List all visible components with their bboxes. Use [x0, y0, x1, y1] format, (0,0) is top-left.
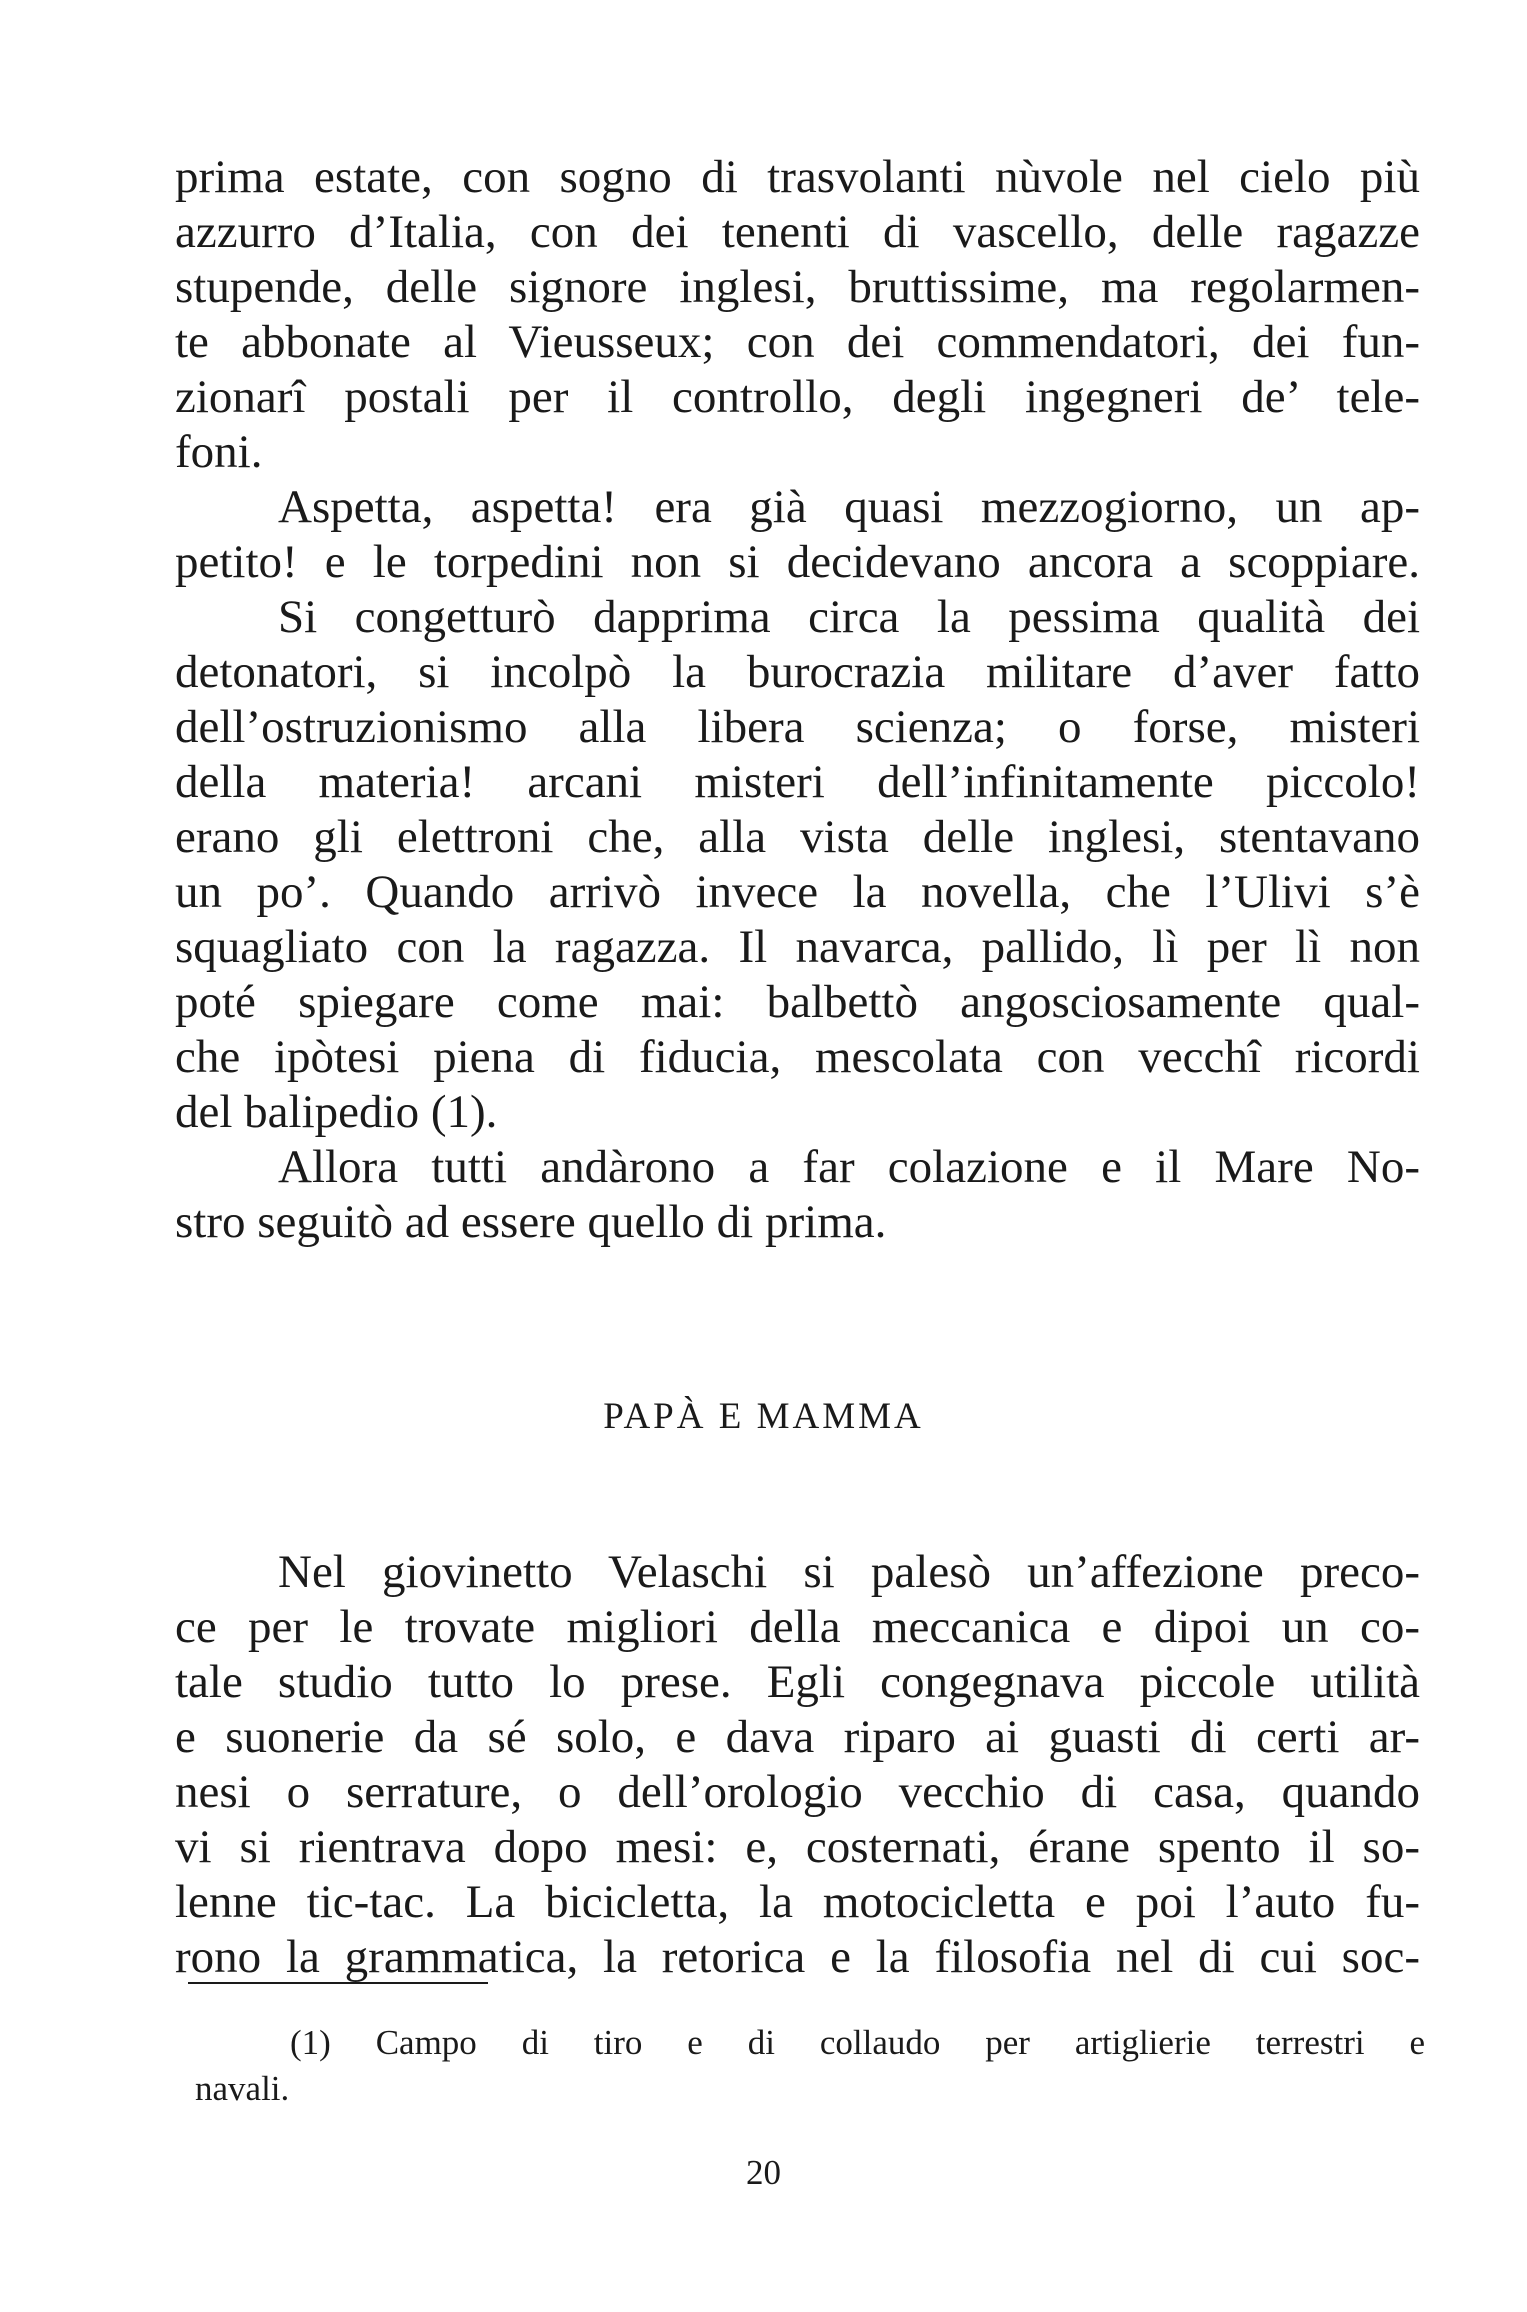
body-line: che ipòtesi piena di fiducia, mescolata con vecchî ricordi [175, 1031, 1420, 1083]
body-line: stro seguitò ad essere quello di prima. [175, 1196, 887, 1248]
body-line: azzurro d’Italia, con dei tenenti di vascello, delle ragazze [175, 206, 1420, 258]
body-line: petito! e le torpedini non si decidevano ancora a scoppiare. [175, 536, 1420, 588]
footnote-divider [188, 1982, 488, 1984]
section-line: tale studio tutto lo prese. Egli congegnava piccole utilità [175, 1656, 1420, 1708]
body-line: un po’. Quando arrivò invece la novella, che l’Ulivi s’è [175, 866, 1420, 918]
body-line: stupende, delle signore inglesi, bruttissime, ma regolarmen- [175, 261, 1420, 313]
section-line: ce per le trovate migliori della meccanica e dipoi un co- [175, 1601, 1420, 1653]
body-line: poté spiegare come mai: balbettò angosciosamente qual- [175, 976, 1420, 1028]
body-line: erano gli elettroni che, alla vista delle inglesi, stentavano [175, 811, 1420, 863]
body-line: Allora tutti andàrono a far colazione e il Mare No- [278, 1141, 1420, 1193]
body-line: te abbonate al Vieusseux; con dei commendatori, dei fun- [175, 316, 1420, 368]
body-line: del balipedio (1). [175, 1086, 498, 1138]
body-line: detonatori, si incolpò la burocrazia militare d’aver fatto [175, 646, 1420, 698]
body-line: zionarî postali per il controllo, degli ingegneri de’ tele- [175, 371, 1420, 423]
body-line: della materia! arcani misteri dell’infinitamente piccolo! [175, 756, 1420, 808]
section-line: rono la grammatica, la retorica e la filosofia nel di cui soc- [175, 1931, 1420, 1983]
body-line: Aspetta, aspetta! era già quasi mezzogiorno, un ap- [278, 481, 1420, 533]
page-number: 20 [746, 2153, 781, 2192]
section-line: Nel giovinetto Velaschi si palesò un’affezione preco- [278, 1546, 1420, 1598]
section-line: nesi o serrature, o dell’orologio vecchio di casa, quando [175, 1766, 1420, 1818]
section-title: PAPÀ E MAMMA [603, 1396, 924, 1437]
body-line: prima estate, con sogno di trasvolanti nùvole nel cielo più [175, 151, 1420, 203]
section-line: lenne tic-tac. La bicicletta, la motocicletta e poi l’auto fu- [175, 1876, 1420, 1928]
body-line: squagliato con la ragazza. Il navarca, pallido, lì per lì non [175, 921, 1420, 973]
body-line: foni. [175, 426, 263, 478]
footnote-line: navali. [195, 2069, 290, 2108]
section-line: e suonerie da sé solo, e dava riparo ai guasti di certi ar- [175, 1711, 1420, 1763]
body-line: Si congetturò dapprima circa la pessima qualità dei [278, 591, 1420, 643]
section-line: vi si rientrava dopo mesi: e, costernati, érane spento il so- [175, 1821, 1420, 1873]
footnote-line: (1) Campo di tiro e di collaudo per artiglierie terrestri e [290, 2023, 1425, 2062]
body-line: dell’ostruzionismo alla libera scienza; o forse, misteri [175, 701, 1420, 753]
